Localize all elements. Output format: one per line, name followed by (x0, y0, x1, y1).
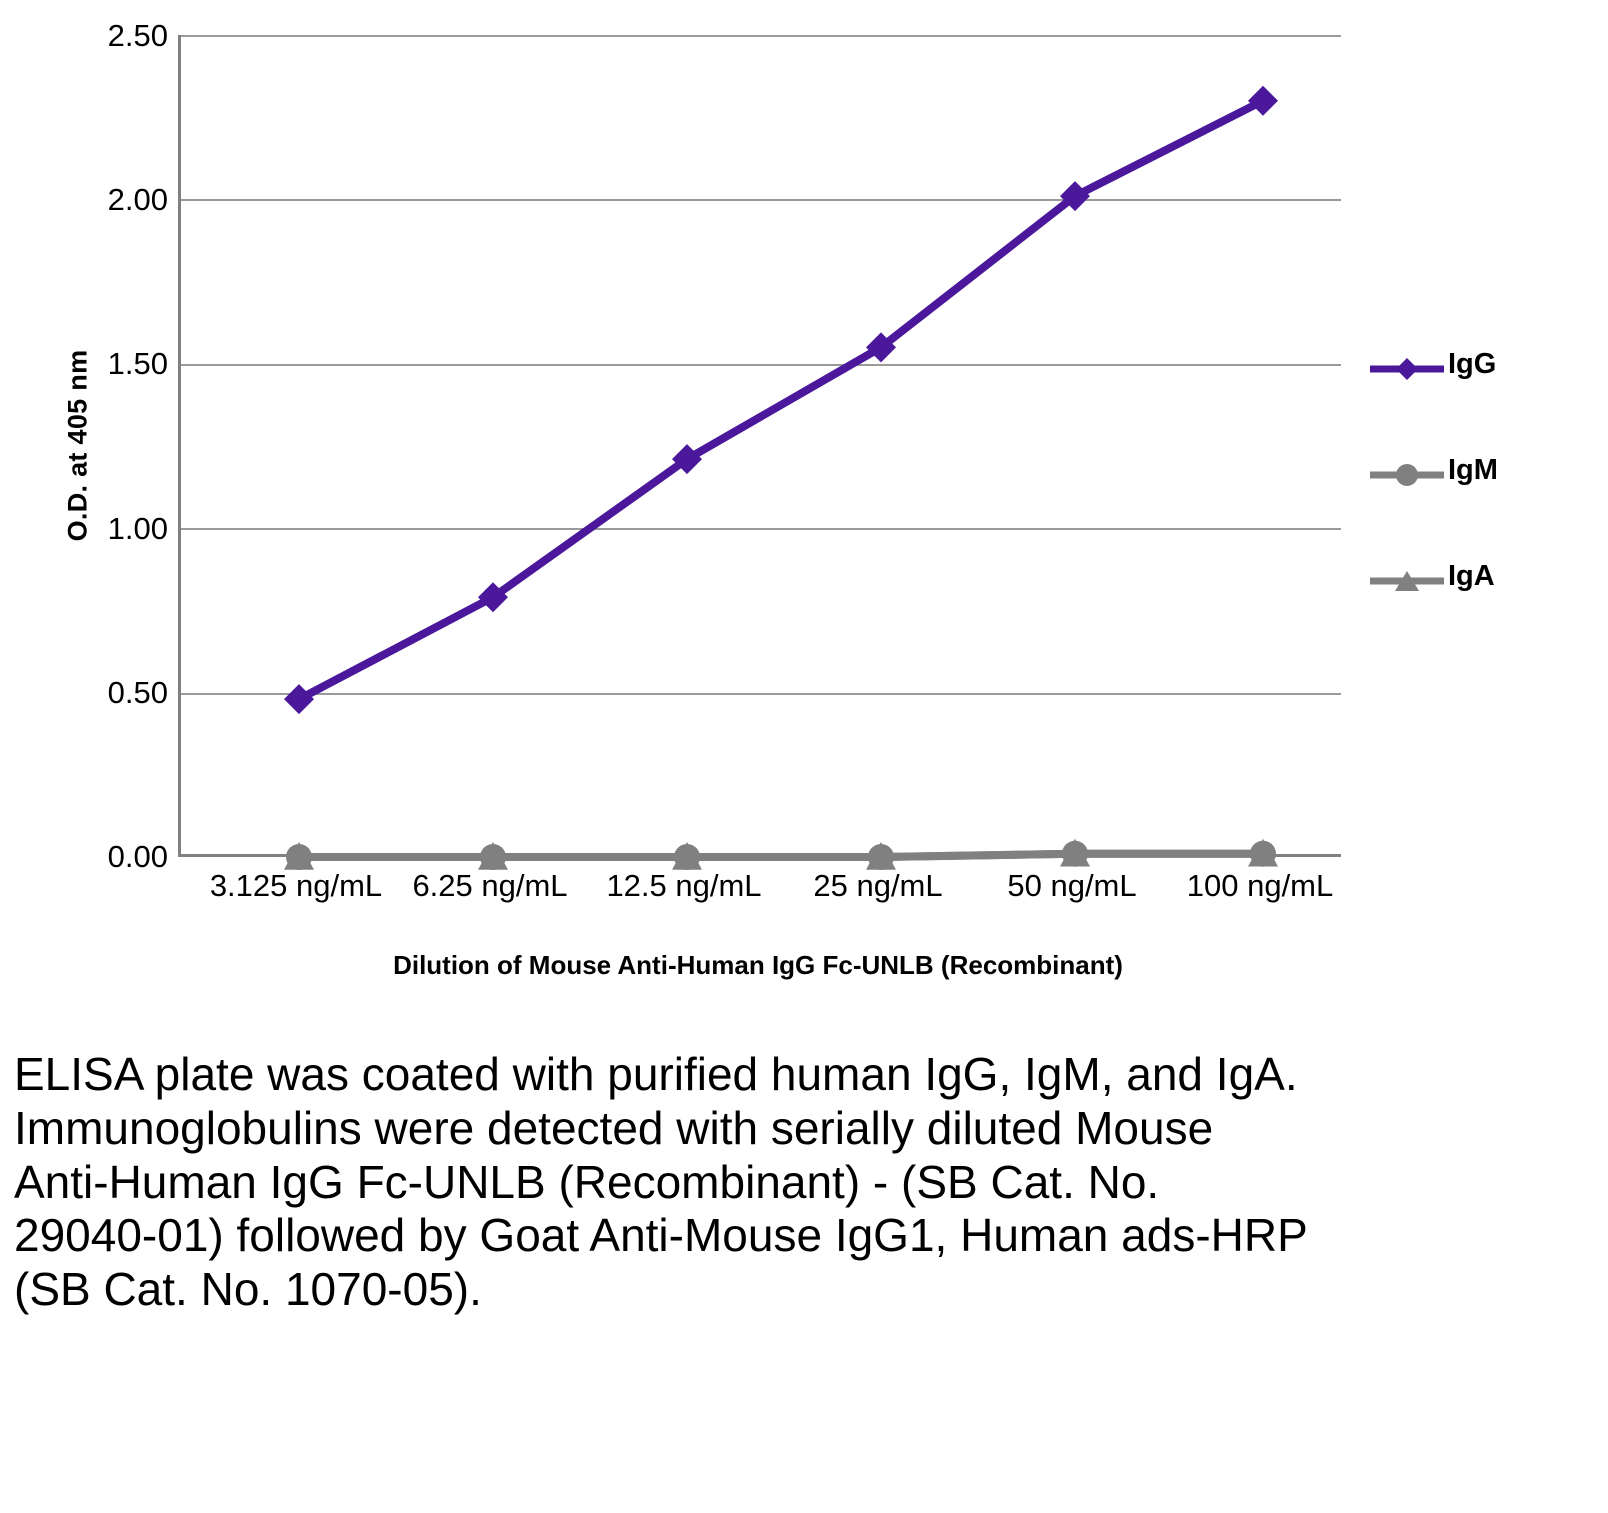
series-line (299, 854, 1263, 857)
legend-swatch-triangle-icon (1368, 566, 1446, 596)
x-tick-label: 3.125 ng/mL (209, 868, 383, 903)
y-tick-label: 1.50 (107, 346, 168, 381)
series-layer (181, 35, 1341, 857)
x-axis-title: Dilution of Mouse Anti-Human IgG Fc-UNLB (Recombinant) (393, 950, 1123, 980)
series-line (299, 101, 1263, 699)
data-point (284, 684, 314, 714)
y-tick-label: 0.50 (107, 675, 168, 710)
y-tick-label: 1.00 (107, 511, 168, 546)
legend (1368, 340, 1608, 658)
y-axis-title: O.D. at 405 nm (62, 349, 93, 542)
plot-area (178, 35, 1341, 857)
legend-label: IgG (1448, 348, 1497, 380)
x-tick-label: 6.25 ng/mL (412, 868, 568, 903)
x-tick-labels (178, 868, 1338, 918)
data-point (1248, 86, 1278, 116)
legend-swatch-circle-icon (1368, 460, 1446, 490)
figure-caption: ELISA plate was coated with purified human IgG, IgM, and IgA. Immunoglobulins were detected with serially diluted Mouse Anti-Human IgG Fc-UNLB (Recombinant) - (SB Cat. No. 29040-01) followed by Goat Anti-Mouse IgG1, Human ads-HRP (SB Cat. No. 1070-05). (14, 1048, 1307, 1316)
legend-swatch-diamond-icon (1368, 354, 1446, 384)
x-tick-label: 50 ng/mL (1007, 868, 1137, 903)
x-tick-label: 25 ng/mL (813, 868, 943, 903)
x-tick-label: 100 ng/mL (1186, 868, 1334, 903)
legend-label: IgM (1448, 454, 1498, 486)
legend-item-igg (1368, 340, 1608, 446)
legend-item-igm (1368, 446, 1608, 552)
y-tick-label: 2.50 (107, 18, 168, 53)
y-tick-label: 0.00 (107, 839, 168, 874)
legend-label: IgA (1448, 560, 1495, 592)
y-tick-label: 2.00 (107, 182, 168, 217)
legend-item-iga (1368, 552, 1608, 658)
x-tick-label: 12.5 ng/mL (606, 868, 762, 903)
